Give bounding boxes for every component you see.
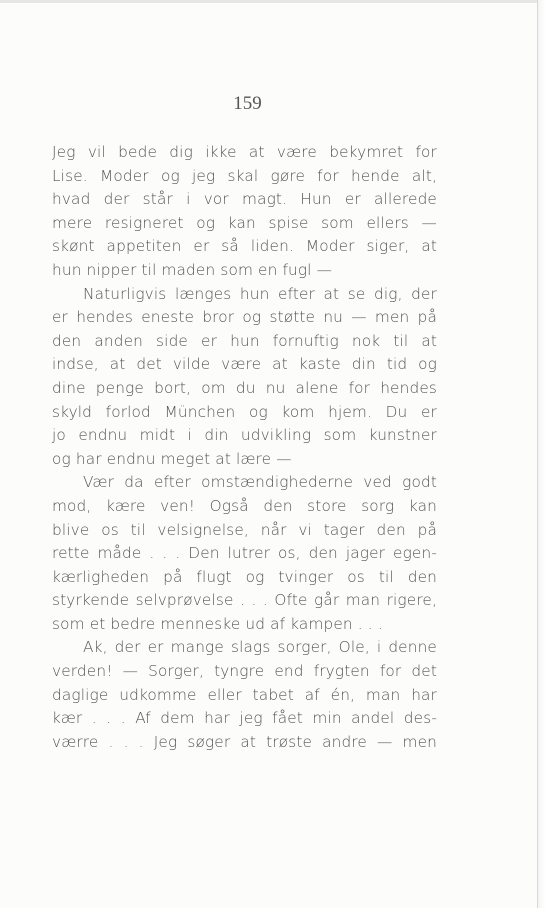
text-line: Jeg vil bede dig ikke at være bekymret for (52, 143, 437, 161)
text-line: værre . . . Jeg søger at trøste andre — men (52, 732, 437, 751)
text-line: mod, kære ven! Også den store sorg kan (52, 496, 437, 515)
text-line: indse, at det vilde være at kaste din tid og (52, 355, 437, 374)
text-line: verden! — Sorger, tyngre end frygten for det (52, 662, 437, 681)
text-line: mere resigneret og kan spise som ellers — (52, 213, 437, 232)
text-line: rette måde . . . Den lutrer os, den jager egen- (52, 544, 437, 563)
page-right-edge (538, 0, 546, 908)
text-line: hvad der står i vor magt. Hun er allerede (52, 190, 437, 209)
text-line: Vær da efter omstændighederne ved godt (83, 473, 437, 492)
text-line: hun nipper til maden som en fugl — (52, 260, 333, 279)
page-top-edge (0, 0, 537, 3)
page-number: 159 (233, 93, 262, 114)
text-line: Naturligvis længes hun efter at se dig, der (83, 284, 437, 303)
text-line: Lise. Moder og jeg skal gøre for hende alt, (52, 166, 437, 185)
text-line: Ak, der er mange slags sorger, Ole, i denne (83, 638, 437, 657)
text-line: og har endnu meget at lære — (52, 449, 292, 468)
text-line: skønt appetiten er så liden. Moder siger, at (52, 237, 437, 256)
text-line: jo endnu midt i din udvikling som kunstner (52, 426, 437, 445)
text-line: daglige udkomme eller tabet af én, man har (52, 685, 437, 704)
text-line: styrkende selvprøvelse . . . Ofte går man rigere, (52, 591, 437, 610)
text-line: er hendes eneste bror og støtte nu — men på (52, 308, 437, 327)
body-text (52, 141, 437, 754)
text-line: dine penge bort, om du nu alene for hendes (52, 378, 437, 397)
text-line: kær . . . Af dem har jeg fået min andel des- (52, 709, 437, 728)
text-line: den anden side er hun fornuftig nok til at (52, 331, 437, 350)
text-line: skyld forlod München og kom hjem. Du er (52, 402, 437, 421)
text-line: som et bedre menneske ud af kampen . . . (52, 614, 383, 633)
text-line: kærligheden på flugt og tvinger os til den (52, 567, 437, 586)
text-line: blive os til velsignelse, når vi tager den på (52, 520, 437, 539)
